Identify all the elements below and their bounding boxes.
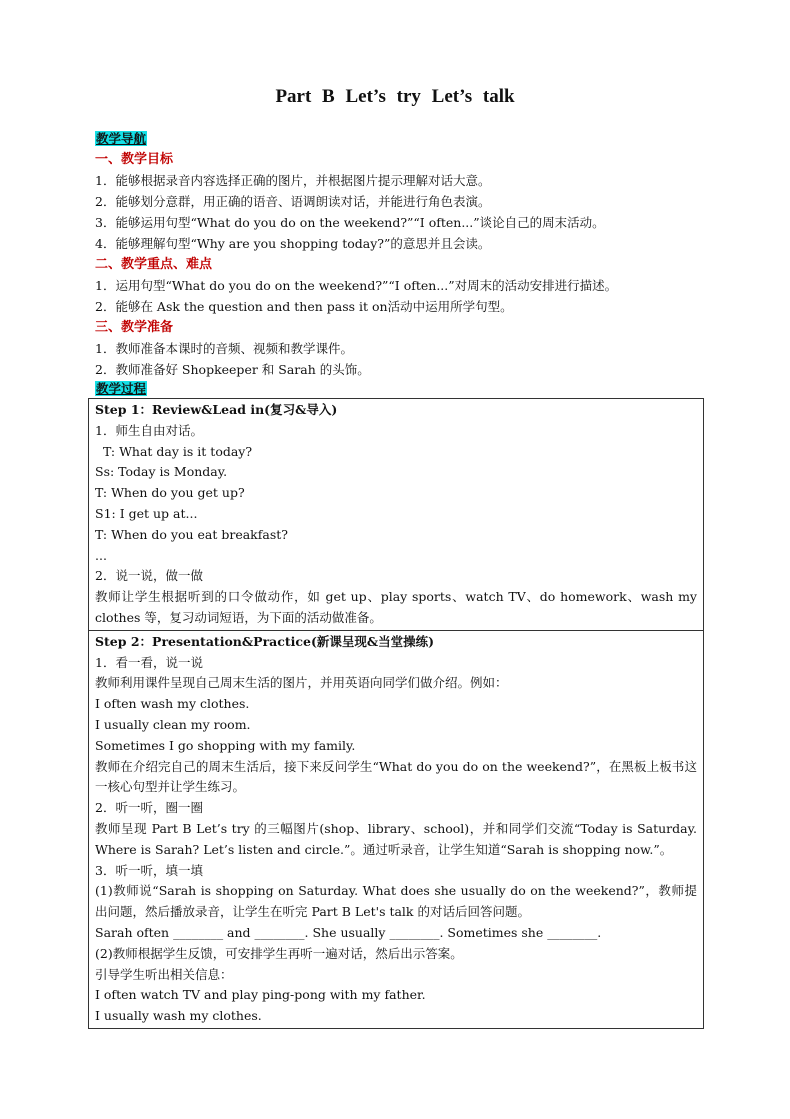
guide-label-line: [95, 128, 147, 149]
step2-line: 3．听一听，填一填: [95, 862, 203, 878]
step2-paragraph: 教师在介绍完自己的周末生活后，接下来反问学生“What do you do on the weekend?”，在黑板上板书这一核心句型并让学生练习。: [95, 758, 697, 795]
step1-line: S1: I get up at...: [95, 505, 198, 521]
step1-cell: [89, 399, 703, 631]
step2-line: I often watch TV and play ping-pong with my father.: [95, 987, 426, 1003]
key-points-heading: 二、教学重点、难点: [95, 257, 213, 272]
step2-line: Sarah often ________ and ________. She usually ________. Sometimes she ________.: [95, 924, 602, 940]
guide-label: 教学导航: [96, 131, 147, 146]
process-label-line: [95, 378, 147, 399]
step2-paragraph: (1)教师说“Sarah is shopping on Saturday. What does she usually do on the weekend?”，教师提出问题，然后播放录音，让学生在听完 Part B Let's talk 的对话后回答问题。: [95, 883, 697, 920]
objectives-heading: 一、教学目标: [95, 152, 174, 167]
step2-line: I usually clean my room.: [95, 716, 251, 732]
step2-line: I often wash my clothes.: [95, 696, 250, 712]
step1-line: 2．说一说，做一做: [95, 568, 203, 584]
objective-item: 3．能够运用句型“What do you do on the weekend?”“I often...”谈论自己的周末活动。: [95, 215, 605, 230]
key-point-item: 1．运用句型“What do you do on the weekend?”“I often...”对周末的活动安排进行描述。: [95, 278, 618, 293]
page-title: Part B Let’s try Let’s talk: [275, 86, 515, 107]
objective-item: 2．能够划分意群，用正确的语音、语调朗读对话，并能进行角色表演。: [95, 194, 491, 209]
step2-line: (2)教师根据学生反馈，可安排学生再听一遍对话，然后出示答案。: [95, 945, 463, 961]
step2-line: I usually wash my clothes.: [95, 1008, 262, 1024]
step2-cell: [89, 631, 703, 1028]
step2-line: 教师利用课件呈现自己周末生活的图片，并用英语向同学们做介绍。例如：: [95, 675, 508, 691]
step1-line: Ss: Today is Monday.: [95, 464, 228, 480]
step1-line: T: When do you eat breakfast?: [95, 526, 288, 542]
step1-heading: Step 1：Review&Lead in(复习&导入): [95, 402, 338, 417]
step1-line: T: When do you get up?: [95, 485, 245, 501]
step2-paragraph: 教师呈现 Part B Let’s try 的三幅图片(shop、library、school)，并和同学们交流“Today is Saturday. Where is Sarah? Let’s listen and circle.”。通过听录音，让学生知道“Sarah is shopping now.”。: [95, 820, 697, 857]
step2-line: 2．听一听，圈一圈: [95, 800, 203, 816]
step1-line: 1．师生自由对话。: [95, 422, 203, 438]
step1-line: T: What day is it today?: [103, 443, 253, 459]
step2-line: 1．看一看，说一说: [95, 654, 203, 670]
process-table: [88, 398, 704, 1029]
step2-heading: Step 2：Presentation&Practice(新课呈现&当堂操练): [95, 633, 435, 649]
key-point-item: 2．能够在 Ask the question and then pass it on活动中运用所学句型。: [95, 299, 513, 314]
process-label: 教学过程: [96, 381, 147, 396]
preparation-item: 2．教师准备好 Shopkeeper 和 Sarah 的头饰。: [95, 362, 370, 377]
step2-line: 引导学生听出相关信息：: [95, 966, 233, 982]
step1-line: ...: [95, 547, 107, 563]
preparation-heading: 三、教学准备: [95, 320, 174, 335]
step2-line: Sometimes I go shopping with my family.: [95, 737, 356, 753]
objective-item: 1．能够根据录音内容选择正确的图片，并根据图片提示理解对话大意。: [95, 173, 491, 188]
step1-paragraph: 教师让学生根据听到的口令做动作，如 get up、play sports、watch TV、do homework、wash my clothes 等，复习动词短语，为下面的活动做准备。: [95, 589, 697, 625]
objective-item: 4．能够理解句型“Why are you shopping today?”的意思并且会读。: [95, 236, 491, 251]
preparation-item: 1．教师准备本课时的音频、视频和教学课件。: [95, 341, 353, 356]
